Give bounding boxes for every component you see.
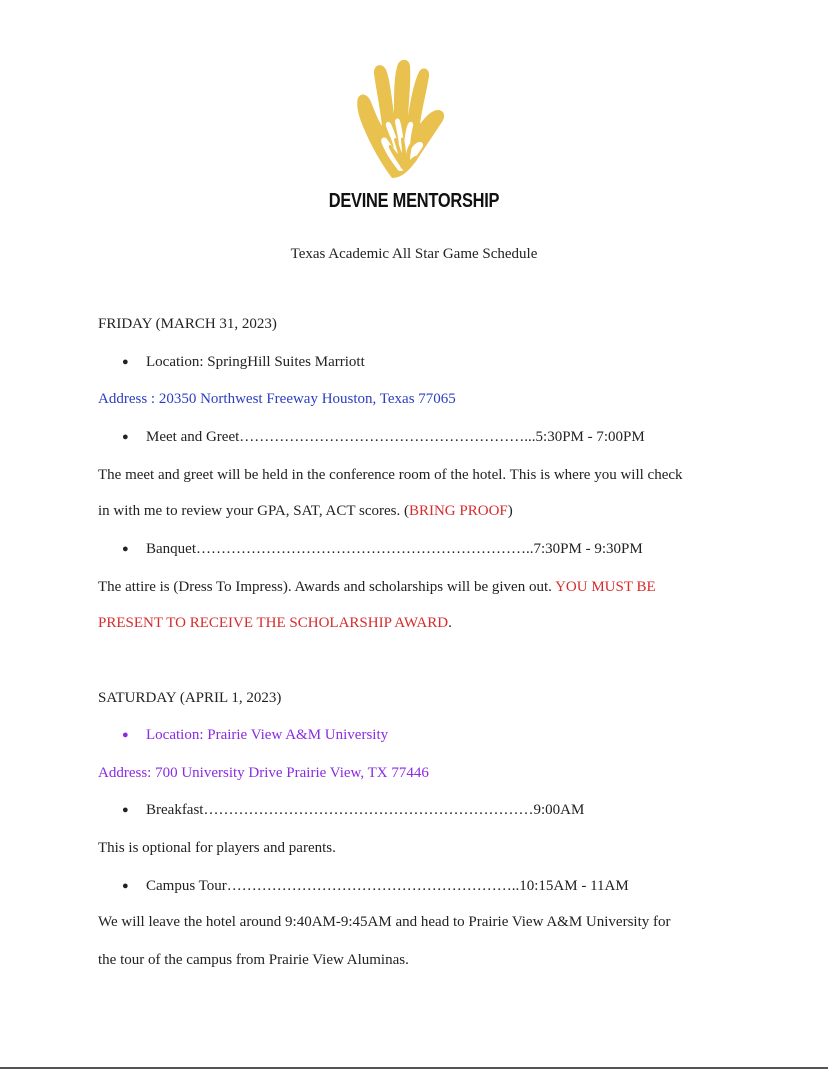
breakfast-item: [122, 800, 584, 820]
saturday-address: Address: 700 University Drive Prairie View, TX 77446: [98, 765, 429, 781]
helping-hands-icon: [340, 58, 490, 188]
bullet-icon: ●: [122, 356, 129, 368]
friday-heading: FRIDAY (MARCH 31, 2023): [98, 316, 277, 332]
bullet-icon: ●: [122, 431, 129, 443]
campus-tour-item: [122, 876, 629, 896]
bullet-icon: ●: [122, 543, 129, 555]
meet-greet-schedule: Meet and Greet…………………………………………………...5:30PM - 7:00PM: [146, 429, 645, 445]
breakfast-description: This is optional for players and parents.: [98, 840, 336, 856]
tour-description-1: We will leave the hotel around 9:40AM-9:45AM and head to Prairie View A&M University for: [98, 914, 671, 930]
meet-greet-description-2: [98, 501, 513, 521]
campus-tour-schedule: Campus Tour…………………………………………………..10:15AM - 11AM: [146, 878, 629, 894]
friday-address: Address : 20350 Northwest Freeway Houston, Texas 77065: [98, 391, 456, 407]
brand-name: DEVINE MENTORSHIP: [328, 190, 500, 212]
bullet-icon: ●: [122, 880, 129, 892]
banquet-item: [122, 539, 643, 559]
friday-location-item: [122, 352, 365, 372]
banquet-description-1: [98, 577, 656, 597]
saturday-location: Location: Prairie View A&M University: [146, 727, 389, 743]
banquet-warning-2: PRESENT TO RECEIVE THE SCHOLARSHIP AWARD: [98, 615, 449, 631]
breakfast-schedule: Breakfast…………………………………………………………9:00AM: [146, 802, 585, 818]
friday-location: Location: SpringHill Suites Marriott: [146, 354, 365, 370]
page-divider: [0, 1067, 828, 1069]
page-title: Texas Academic All Star Game Schedule: [290, 246, 538, 262]
close-paren: ): [507, 503, 513, 519]
saturday-location-item: [122, 725, 388, 745]
bullet-icon: ●: [122, 729, 129, 741]
meet-greet-item: [122, 427, 645, 447]
period: .: [448, 615, 452, 631]
banquet-text: The attire is (Dress To Impress). Awards and scholarships will be given out.: [98, 579, 552, 595]
tour-description-2: the tour of the campus from Prairie View Aluminas.: [98, 952, 409, 968]
banquet-warning-1: YOU MUST BE: [555, 579, 656, 595]
saturday-heading: SATURDAY (APRIL 1, 2023): [98, 690, 282, 706]
meet-greet-text: in with me to review your GPA, SAT, ACT scores. (: [98, 503, 409, 519]
banquet-description-2: [98, 613, 452, 633]
bullet-icon: ●: [122, 804, 129, 816]
banquet-schedule: Banquet…………………………………………………………..7:30PM - 9:30PM: [146, 541, 643, 557]
meet-greet-description-1: The meet and greet will be held in the conference room of the hotel. This is where you will check: [98, 467, 683, 483]
bring-proof-alert: BRING PROOF: [408, 503, 508, 519]
